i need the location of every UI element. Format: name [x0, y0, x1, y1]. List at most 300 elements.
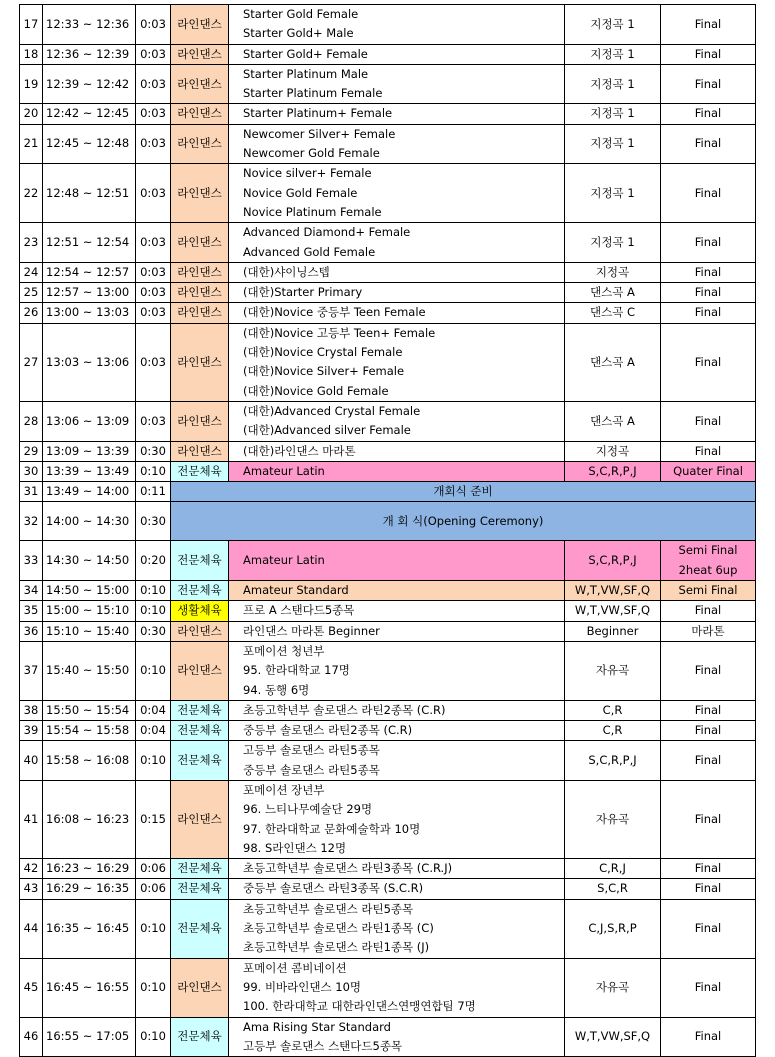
time-range: 16:35 ~ 16:45: [43, 899, 136, 958]
event-list: [229, 124, 565, 164]
event-line: 중등부 솔로댄스 라틴3종목 (S.C.R): [243, 881, 424, 896]
round-line: Final: [694, 702, 722, 717]
schedule-row: [20, 621, 756, 641]
schedule-row: [20, 262, 756, 282]
round-line: Final: [694, 979, 722, 994]
event-line: 중등부 솔로댄스 라틴2종목 (C.R): [243, 723, 413, 738]
row-number: 27: [20, 323, 43, 401]
round-line: Final: [694, 305, 722, 320]
round-line: Final: [694, 185, 722, 200]
schedule-table: [19, 4, 756, 1057]
event-line: 초등고학년부 솔로댄스 라틴5종목: [243, 901, 414, 916]
event-line: (대한)Advanced silver Female: [243, 423, 411, 438]
row-number: 46: [20, 1017, 43, 1057]
music-type: 지정곡 1: [565, 124, 661, 164]
music-type: 지정곡 1: [565, 44, 661, 64]
event-line: 초등고학년부 솔로댄스 라틴1종목 (J): [243, 940, 430, 955]
event-line: (대한)Advanced Crystal Female: [243, 403, 421, 418]
category-badge: 전문체육: [171, 700, 229, 720]
schedule-row: [20, 303, 756, 323]
duration: 0:03: [136, 401, 171, 441]
event-line: Ama Rising Star Standard: [243, 1019, 391, 1034]
round-label: [661, 441, 756, 461]
event-list: [229, 541, 565, 581]
duration: 0:03: [136, 64, 171, 104]
duration: 0:03: [136, 104, 171, 124]
event-list: [229, 621, 565, 641]
round-label: [661, 641, 756, 700]
event-list: [229, 899, 565, 958]
duration: 0:06: [136, 879, 171, 899]
round-line: 마라톤: [691, 623, 725, 638]
duration: 0:04: [136, 700, 171, 720]
event-list: [229, 5, 565, 45]
music-type: C,R: [565, 700, 661, 720]
duration: 0:04: [136, 721, 171, 741]
time-range: 15:00 ~ 15:10: [43, 601, 136, 621]
duration: 0:03: [136, 44, 171, 64]
duration: 0:30: [136, 502, 171, 541]
music-type: 지정곡 1: [565, 5, 661, 45]
category-badge: 라인댄스: [171, 44, 229, 64]
category-badge: 생활체육: [171, 601, 229, 621]
round-line: Final: [694, 1029, 722, 1044]
round-label: [661, 124, 756, 164]
time-range: 15:54 ~ 15:58: [43, 721, 136, 741]
event-list: [229, 223, 565, 263]
time-range: 12:36 ~ 12:39: [43, 44, 136, 64]
duration: 0:10: [136, 741, 171, 781]
duration: 0:06: [136, 859, 171, 879]
round-line: Final: [694, 16, 722, 31]
event-line: Starter Gold+ Male: [243, 26, 354, 41]
round-line: Final: [694, 603, 722, 618]
schedule-row: [20, 741, 756, 781]
event-list: [229, 721, 565, 741]
event-line: Newcomer Silver+ Female: [243, 126, 396, 141]
event-line: (대한)Novice Silver+ Female: [243, 364, 405, 379]
time-range: 15:58 ~ 16:08: [43, 741, 136, 781]
time-range: 12:51 ~ 12:54: [43, 223, 136, 263]
event-line: 96. 느티나무예술단 29명: [243, 802, 373, 817]
duration: 0:10: [136, 958, 171, 1017]
schedule-row: [20, 1017, 756, 1057]
time-range: 16:55 ~ 17:05: [43, 1017, 136, 1057]
category-badge: 라인댄스: [171, 5, 229, 45]
event-line: Novice silver+ Female: [243, 166, 372, 181]
round-line: Semi Final: [678, 583, 738, 598]
round-line: Final: [694, 413, 722, 428]
row-number: 42: [20, 859, 43, 879]
duration: 0:11: [136, 482, 171, 502]
category-badge: 전문체육: [171, 1017, 229, 1057]
time-range: 12:48 ~ 12:51: [43, 164, 136, 223]
music-type: 댄스곡 C: [565, 303, 661, 323]
row-number: 37: [20, 641, 43, 700]
event-list: [229, 104, 565, 124]
event-line: 포메이션 장년부: [243, 782, 325, 797]
round-line: Final: [694, 264, 722, 279]
round-label: [661, 859, 756, 879]
category-badge: 라인댄스: [171, 958, 229, 1017]
music-type: 댄스곡 A: [565, 283, 661, 303]
category-badge: 라인댄스: [171, 64, 229, 104]
time-range: 13:06 ~ 13:09: [43, 401, 136, 441]
row-number: 34: [20, 581, 43, 601]
duration: 0:03: [136, 5, 171, 45]
round-label: [661, 323, 756, 401]
duration: 0:10: [136, 581, 171, 601]
row-number: 45: [20, 958, 43, 1017]
event-list: [229, 323, 565, 401]
event-line: 초등고학년부 솔로댄스 라틴1종목 (C): [243, 921, 434, 936]
duration: 0:03: [136, 124, 171, 164]
row-number: 17: [20, 5, 43, 45]
time-range: 12:54 ~ 12:57: [43, 262, 136, 282]
row-number: 25: [20, 283, 43, 303]
music-type: C,R,J: [565, 859, 661, 879]
round-line: Final: [694, 354, 722, 369]
round-label: [661, 461, 756, 481]
duration: 0:03: [136, 283, 171, 303]
category-badge: 라인댄스: [171, 621, 229, 641]
music-type: 지정곡 1: [565, 104, 661, 124]
round-line: Final: [694, 921, 722, 936]
category-badge: 라인댄스: [171, 780, 229, 858]
event-line: Starter Platinum+ Female: [243, 106, 393, 121]
event-list: [229, 859, 565, 879]
duration: 0:30: [136, 621, 171, 641]
round-label: [661, 601, 756, 621]
time-range: 15:50 ~ 15:54: [43, 700, 136, 720]
event-line: Amateur Standard: [243, 583, 349, 598]
duration: 0:03: [136, 164, 171, 223]
music-type: S,C,R,P,J: [565, 741, 661, 781]
time-range: 14:30 ~ 14:50: [43, 541, 136, 581]
duration: 0:10: [136, 461, 171, 481]
music-type: 댄스곡 A: [565, 401, 661, 441]
time-range: 14:50 ~ 15:00: [43, 581, 136, 601]
category-badge: 전문체육: [171, 461, 229, 481]
category-badge: 전문체육: [171, 879, 229, 899]
round-line: Final: [694, 46, 722, 61]
time-range: 16:29 ~ 16:35: [43, 879, 136, 899]
schedule-row: [20, 44, 756, 64]
round-line: Semi Final: [678, 543, 738, 558]
time-range: 13:03 ~ 13:06: [43, 323, 136, 401]
schedule-body: [20, 5, 756, 1057]
round-label: [661, 899, 756, 958]
event-list: [229, 581, 565, 601]
event-list: [229, 700, 565, 720]
time-range: 14:00 ~ 14:30: [43, 502, 136, 541]
round-line: Final: [694, 443, 722, 458]
event-line: Starter Gold+ Female: [243, 46, 368, 61]
event-line: 고등부 솔로댄스 라틴5종목: [243, 743, 380, 758]
time-range: 13:49 ~ 14:00: [43, 482, 136, 502]
category-badge: 전문체육: [171, 541, 229, 581]
schedule-row: [20, 721, 756, 741]
event-list: [229, 601, 565, 621]
event-list: [229, 441, 565, 461]
event-line: 프로 A 스탠다드5종목: [243, 603, 355, 618]
schedule-row: [20, 958, 756, 1017]
event-list: [229, 262, 565, 282]
schedule-row: [20, 541, 756, 581]
ceremony-banner: 개 회 식(Opening Ceremony): [171, 502, 756, 541]
event-line: 95. 한라대학교 17명: [243, 663, 350, 678]
event-list: [229, 780, 565, 858]
music-type: S,C,R: [565, 879, 661, 899]
event-line: Novice Platinum Female: [243, 204, 382, 219]
event-line: Advanced Diamond+ Female: [243, 225, 411, 240]
duration: 0:10: [136, 1017, 171, 1057]
category-badge: 라인댄스: [171, 441, 229, 461]
category-badge: 전문체육: [171, 581, 229, 601]
schedule-row: [20, 401, 756, 441]
time-range: 13:09 ~ 13:39: [43, 441, 136, 461]
schedule-row: [20, 5, 756, 45]
row-number: 38: [20, 700, 43, 720]
schedule-row: [20, 641, 756, 700]
category-badge: 라인댄스: [171, 283, 229, 303]
event-line: Starter Gold Female: [243, 7, 359, 21]
event-line: Newcomer Gold Female: [243, 146, 380, 161]
duration: 0:10: [136, 601, 171, 621]
schedule-row: [20, 164, 756, 223]
round-label: [661, 64, 756, 104]
round-line: Quater Final: [673, 463, 743, 478]
event-line: Amateur Latin: [243, 553, 325, 568]
music-type: Beginner: [565, 621, 661, 641]
time-range: 13:39 ~ 13:49: [43, 461, 136, 481]
event-line: 라인댄스 마라톤 Beginner: [243, 623, 380, 638]
event-line: 94. 동행 6명: [243, 682, 310, 697]
duration: 0:15: [136, 780, 171, 858]
duration: 0:03: [136, 303, 171, 323]
time-range: 12:39 ~ 12:42: [43, 64, 136, 104]
category-badge: 라인댄스: [171, 641, 229, 700]
duration: 0:03: [136, 323, 171, 401]
event-line: 98. S라인댄스 12명: [243, 840, 347, 855]
category-badge: 전문체육: [171, 899, 229, 958]
ceremony-banner: 개회식 준비: [171, 482, 756, 502]
row-number: 29: [20, 441, 43, 461]
music-type: 지정곡 1: [565, 223, 661, 263]
music-type: W,T,VW,SF,Q: [565, 581, 661, 601]
row-number: 31: [20, 482, 43, 502]
round-label: [661, 879, 756, 899]
duration: 0:30: [136, 441, 171, 461]
duration: 0:10: [136, 899, 171, 958]
round-line: Final: [694, 861, 722, 876]
event-line: Advanced Gold Female: [243, 244, 376, 259]
event-list: [229, 64, 565, 104]
event-line: (대한)라인댄스 마라톤: [243, 443, 356, 458]
round-label: [661, 621, 756, 641]
round-line: Final: [694, 881, 722, 896]
round-label: [661, 721, 756, 741]
round-line: Final: [694, 723, 722, 738]
schedule-row: [20, 283, 756, 303]
row-number: 35: [20, 601, 43, 621]
round-line: Final: [694, 663, 722, 678]
category-badge: 라인댄스: [171, 401, 229, 441]
event-list: [229, 44, 565, 64]
round-line: 2heat 6up: [678, 562, 738, 577]
event-line: (대한)Novice 중등부 Teen Female: [243, 305, 426, 320]
row-number: 30: [20, 461, 43, 481]
time-range: 12:45 ~ 12:48: [43, 124, 136, 164]
duration: 0:03: [136, 223, 171, 263]
round-label: [661, 958, 756, 1017]
round-label: [661, 541, 756, 581]
category-badge: 라인댄스: [171, 323, 229, 401]
round-label: [661, 5, 756, 45]
schedule-row: [20, 581, 756, 601]
schedule-row: [20, 899, 756, 958]
music-type: W,T,VW,SF,Q: [565, 601, 661, 621]
category-badge: 라인댄스: [171, 104, 229, 124]
row-number: 26: [20, 303, 43, 323]
event-line: 99. 비바라인댄스 10명: [243, 979, 361, 994]
music-type: C,R: [565, 721, 661, 741]
event-line: Starter Platinum Male: [243, 66, 369, 81]
time-range: 15:10 ~ 15:40: [43, 621, 136, 641]
row-number: 20: [20, 104, 43, 124]
schedule-row: [20, 441, 756, 461]
event-line: (대한)Starter Primary: [243, 285, 363, 300]
time-range: 16:23 ~ 16:29: [43, 859, 136, 879]
schedule-row: [20, 482, 756, 502]
event-line: Amateur Latin: [243, 463, 325, 478]
event-list: [229, 958, 565, 1017]
music-type: C,J,S,R,P: [565, 899, 661, 958]
event-line: (대한)샤이닝스텝: [243, 264, 330, 279]
category-badge: 전문체육: [171, 741, 229, 781]
music-type: 자유곡: [565, 641, 661, 700]
round-line: Final: [694, 753, 722, 768]
event-line: (대한)Novice Gold Female: [243, 383, 389, 398]
event-list: [229, 461, 565, 481]
schedule-row: [20, 461, 756, 481]
music-type: 자유곡: [565, 958, 661, 1017]
row-number: 43: [20, 879, 43, 899]
event-list: [229, 303, 565, 323]
time-range: 16:45 ~ 16:55: [43, 958, 136, 1017]
event-line: (대한)Novice 고등부 Teen+ Female: [243, 325, 436, 340]
row-number: 19: [20, 64, 43, 104]
round-line: Final: [694, 76, 722, 91]
event-line: (대한)Novice Crystal Female: [243, 345, 403, 360]
category-badge: 라인댄스: [171, 124, 229, 164]
round-label: [661, 401, 756, 441]
schedule-row: [20, 124, 756, 164]
row-number: 36: [20, 621, 43, 641]
duration: 0:03: [136, 262, 171, 282]
schedule-row: [20, 64, 756, 104]
time-range: 16:08 ~ 16:23: [43, 780, 136, 858]
round-line: Final: [694, 811, 722, 826]
time-range: 15:40 ~ 15:50: [43, 641, 136, 700]
event-list: [229, 741, 565, 781]
music-type: S,C,R,P,J: [565, 461, 661, 481]
row-number: 24: [20, 262, 43, 282]
music-type: 댄스곡 A: [565, 323, 661, 401]
music-type: 지정곡: [565, 441, 661, 461]
round-label: [661, 741, 756, 781]
round-line: Final: [694, 136, 722, 151]
row-number: 22: [20, 164, 43, 223]
round-line: Final: [694, 234, 722, 249]
round-label: [661, 104, 756, 124]
schedule-row: [20, 104, 756, 124]
row-number: 40: [20, 741, 43, 781]
round-label: [661, 780, 756, 858]
schedule-row: [20, 223, 756, 263]
music-type: 지정곡 1: [565, 164, 661, 223]
duration: 0:10: [136, 641, 171, 700]
event-line: 초등고학년부 솔로댄스 라틴2종목 (C.R): [243, 702, 446, 717]
schedule-row: [20, 502, 756, 541]
schedule-row: [20, 879, 756, 899]
category-badge: 전문체육: [171, 859, 229, 879]
event-line: Starter Platinum Female: [243, 86, 383, 101]
music-type: W,T,VW,SF,Q: [565, 1017, 661, 1057]
row-number: 39: [20, 721, 43, 741]
round-label: [661, 303, 756, 323]
schedule-row: [20, 700, 756, 720]
event-list: [229, 164, 565, 223]
event-line: 포메이션 청년부: [243, 643, 325, 658]
schedule-row: [20, 859, 756, 879]
row-number: 32: [20, 502, 43, 541]
time-range: 12:42 ~ 12:45: [43, 104, 136, 124]
music-type: S,C,R,P,J: [565, 541, 661, 581]
round-label: [661, 223, 756, 263]
round-line: Final: [694, 106, 722, 121]
duration: 0:20: [136, 541, 171, 581]
time-range: 13:00 ~ 13:03: [43, 303, 136, 323]
music-type: 자유곡: [565, 780, 661, 858]
row-number: 23: [20, 223, 43, 263]
round-label: [661, 1017, 756, 1057]
row-number: 44: [20, 899, 43, 958]
music-type: 지정곡 1: [565, 64, 661, 104]
schedule-row: [20, 780, 756, 858]
row-number: 28: [20, 401, 43, 441]
category-badge: 라인댄스: [171, 262, 229, 282]
event-list: [229, 401, 565, 441]
event-line: 중등부 솔로댄스 라틴5종목: [243, 762, 380, 777]
category-badge: 라인댄스: [171, 164, 229, 223]
event-line: Novice Gold Female: [243, 185, 358, 200]
row-number: 41: [20, 780, 43, 858]
round-label: [661, 283, 756, 303]
event-line: 포메이션 콤비네이션: [243, 960, 347, 975]
row-number: 33: [20, 541, 43, 581]
event-list: [229, 283, 565, 303]
row-number: 18: [20, 44, 43, 64]
music-type: 지정곡: [565, 262, 661, 282]
event-line: 100. 한라대학교 대한라인댄스연맹연합팀 7명: [243, 999, 476, 1014]
round-label: [661, 262, 756, 282]
category-badge: 라인댄스: [171, 223, 229, 263]
round-label: [661, 581, 756, 601]
round-label: [661, 700, 756, 720]
category-badge: 전문체육: [171, 721, 229, 741]
round-label: [661, 44, 756, 64]
